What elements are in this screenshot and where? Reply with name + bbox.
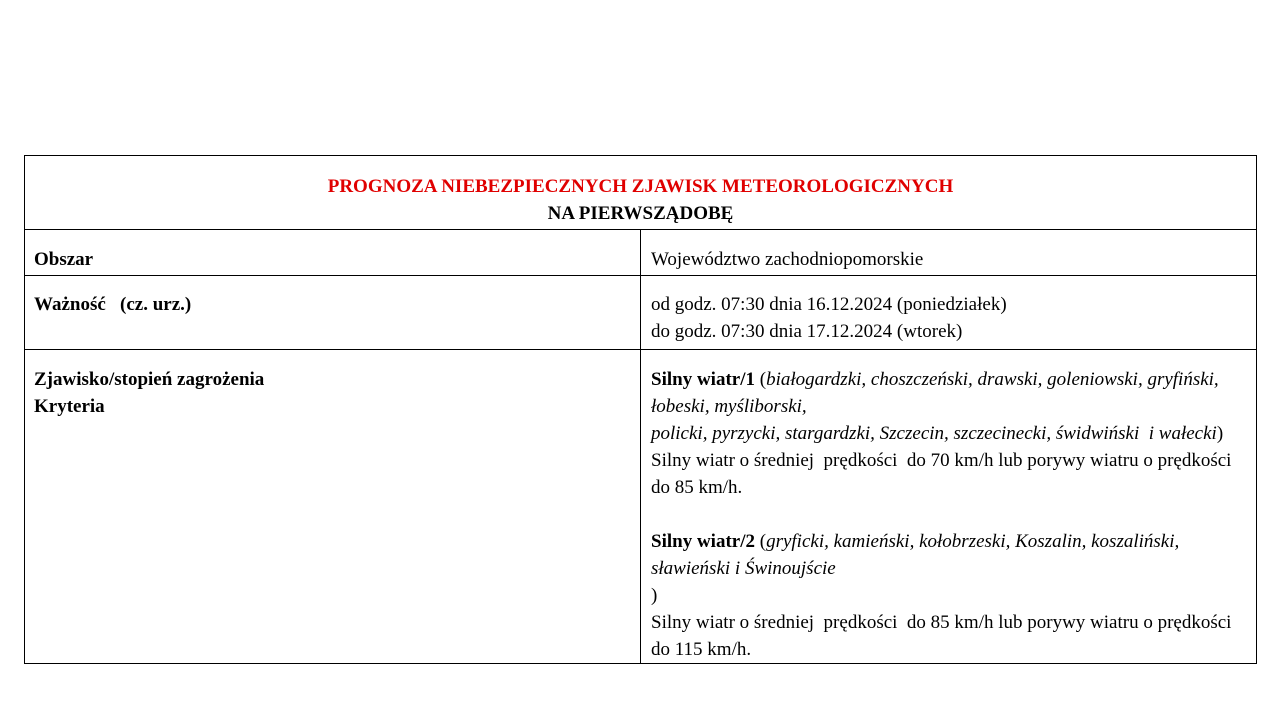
warning2-open-paren: ( bbox=[754, 531, 767, 552]
warning1-regions-1: białogardzki, choszczeński, drawski, goleniowski, gryfiński, łobeski, myśliborski, bbox=[651, 369, 1219, 417]
warning1-line2 bbox=[651, 420, 1256, 447]
warning1-regions-2: policki, pyrzycki, stargardzki, Szczecin, szczecinecki, świdwiński i wałecki bbox=[651, 423, 1217, 444]
spacer bbox=[651, 501, 1256, 528]
criteria-value bbox=[641, 350, 1257, 664]
warning1-name: Silny wiatr/1 bbox=[651, 369, 755, 390]
warning2-regions-1: gryficki, kamieński, kołobrzeski, Koszalin, koszaliński, sławieński i Świnoujście bbox=[651, 531, 1180, 579]
area-label: Obszar bbox=[25, 230, 641, 276]
validity-label: Ważność (cz. urz.) bbox=[25, 276, 641, 350]
table-header-row bbox=[25, 156, 1257, 230]
warning2-name: Silny wiatr/2 bbox=[651, 531, 755, 552]
warning2-description: Silny wiatr o średniej prędkości do 85 km/h lub porywy wiatru o prędkości do 115 km/h. bbox=[651, 612, 1241, 660]
warning1-description: Silny wiatr o średniej prędkości do 70 km/h lub porywy wiatru o prędkości do 85 km/h. bbox=[651, 450, 1241, 498]
table-header-cell bbox=[25, 156, 1257, 230]
table-row-criteria bbox=[25, 350, 1257, 664]
warning2-line1 bbox=[651, 528, 1256, 582]
validity-value bbox=[641, 276, 1257, 350]
criteria-label-phenomenon: Zjawisko/stopień zagrożenia bbox=[34, 369, 265, 390]
document-subtitle: NA PIERWSZĄDOBĘ bbox=[547, 203, 734, 224]
warning1-close-paren: ) bbox=[1216, 423, 1224, 444]
criteria-label-criteria: Kryteria bbox=[34, 396, 105, 417]
area-value: Województwo zachodniopomorskie bbox=[641, 230, 1257, 276]
warning1-line1 bbox=[651, 366, 1256, 420]
table-row-area bbox=[25, 230, 1257, 276]
warning1-open-paren: ( bbox=[754, 369, 767, 390]
document-title: PROGNOZA NIEBEZPIECZNYCH ZJAWISK METEOROLOGICZNYCH bbox=[327, 176, 954, 197]
validity-to: do godz. 07:30 dnia 17.12.2024 (wtorek) bbox=[651, 321, 963, 342]
table-row-validity bbox=[25, 276, 1257, 350]
criteria-label bbox=[25, 350, 641, 664]
warning2-close-paren: ) bbox=[651, 585, 658, 606]
forecast-table bbox=[24, 155, 1257, 664]
validity-from: od godz. 07:30 dnia 16.12.2024 (poniedziałek) bbox=[651, 294, 1007, 315]
